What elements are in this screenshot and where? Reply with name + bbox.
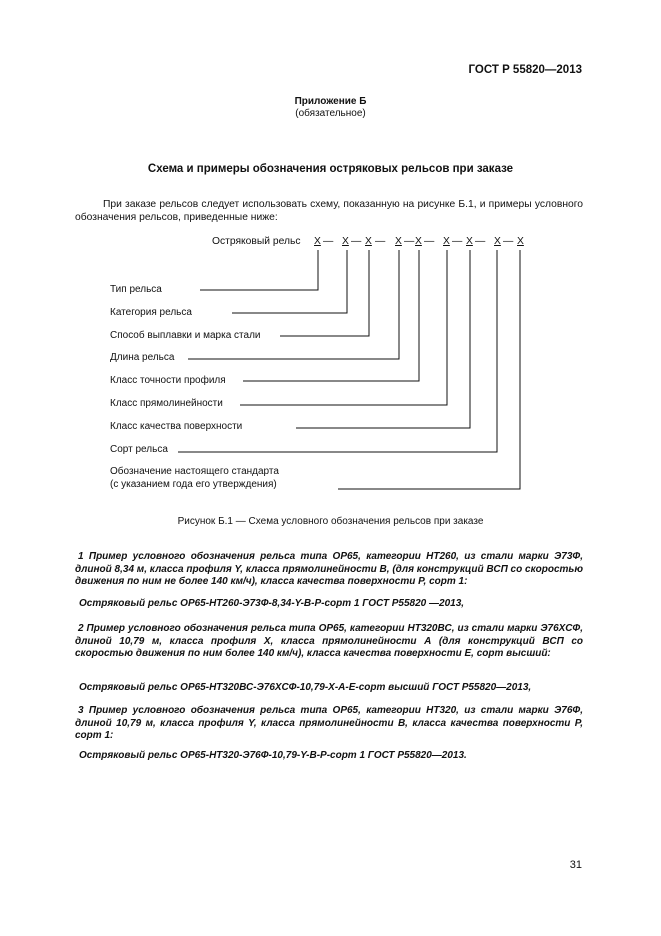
leader-line-5 [243, 250, 419, 381]
scheme-separator: — [475, 236, 486, 247]
scheme-separator: — [404, 236, 415, 247]
scheme-prefix: Остряковый рельс [212, 236, 301, 247]
intro-paragraph: При заказе рельсов следует использовать схему, показанную на рисунке Б.1, и примеры условного обозначения рельсов, приведенные ниже: [75, 199, 583, 223]
label-rail-type: Тип рельса [110, 284, 162, 295]
label-rail-length: Длина рельса [110, 352, 175, 363]
example-3-designation: Остряковый рельс ОР65-НТ320-Э76Ф-10,79-Y-В-Р-сорт 1 ГОСТ Р55820—2013. [79, 750, 467, 761]
scheme-symbol-9: X [517, 236, 524, 247]
leader-line-2 [232, 250, 347, 313]
label-profile-accuracy: Класс точности профиля [110, 375, 226, 386]
label-standard-designation: Обозначение настоящего стандарта [110, 466, 279, 477]
scheme-symbol-6: X [443, 236, 450, 247]
scheme-symbol-7: X [466, 236, 473, 247]
example-2-text [75, 623, 583, 661]
standard-code: ГОСТ Р 55820—2013 [468, 64, 582, 76]
scheme-separator: — [323, 236, 334, 247]
example-3-text [75, 705, 583, 743]
label-straightness-class: Класс прямолинейности [110, 398, 223, 409]
example-1-body: 1 Пример условного обозначения рельса типа ОР65, категории НТ260, из стали марки Э73Ф, длиной 8,34 м, класса профиля Y, класса прямолинейности В, (для конструкций ВСП со скоростью движения по ним не более 140 км/ч), класса качества поверхности Р, сорт 1: [75, 551, 583, 587]
example-2-body: 2 Пример условного обозначения рельса типа ОР65, категории НТ320ВС, из стали марки Э76ХСФ, длиной 10,79 м, класса профиля Х, класса прямолинейности А (для конструкций ВСП со скоростью движения по ним более 140 км/ч), класса качества поверхности Е, сорт высший: [75, 623, 583, 659]
example-2-designation: Остряковый рельс ОР65-НТ320ВС-Э76ХСФ-10,79-Х-А-Е-сорт высший ГОСТ Р55820—2013, [79, 682, 532, 693]
leader-line-3 [280, 250, 369, 336]
label-standard-year: (с указанием года его утверждения) [110, 479, 277, 490]
example-1-designation: Остряковый рельс ОР65-НТ260-Э73Ф-8,34-Y-В-Р-сорт 1 ГОСТ Р55820 —2013, [79, 598, 465, 609]
example-3-body: 3 Пример условного обозначения рельса типа ОР65, категории НТ320, из стали марки Э76Ф, длиной 10,79 м, класса профиля Y, класса прямолинейности В, класса качества поверхности Р, сорт 1: [75, 705, 583, 741]
scheme-separator: — [452, 236, 463, 247]
figure-caption: Рисунок Б.1 — Схема условного обозначения рельсов при заказе [177, 516, 484, 527]
example-1-text [75, 551, 583, 589]
appendix-title: Приложение Б [294, 96, 367, 107]
scheme-symbol-4: X [395, 236, 402, 247]
leader-line-9 [338, 250, 520, 489]
leader-line-6 [240, 250, 447, 405]
scheme-symbol-8: X [494, 236, 501, 247]
page-number: 31 [569, 859, 582, 871]
scheme-symbol-2: X [342, 236, 349, 247]
label-surface-quality: Класс качества поверхности [110, 421, 243, 432]
section-title: Схема и примеры обозначения остряковых рельсов при заказе [147, 163, 514, 175]
scheme-separator: — [375, 236, 386, 247]
leader-line-1 [200, 250, 318, 290]
scheme-symbol-5: X [415, 236, 422, 247]
label-smelting-method: Способ выплавки и марка стали [110, 330, 261, 341]
scheme-symbol-1: X [314, 236, 321, 247]
label-rail-category: Категория рельса [110, 307, 192, 318]
label-rail-grade: Сорт рельса [110, 444, 168, 455]
scheme-separator: — [424, 236, 435, 247]
leader-line-4 [188, 250, 399, 359]
scheme-symbol-3: X [365, 236, 372, 247]
scheme-separator: — [503, 236, 514, 247]
appendix-status: (обязательное) [295, 108, 366, 119]
leader-line-7 [296, 250, 470, 428]
scheme-separator: — [351, 236, 362, 247]
